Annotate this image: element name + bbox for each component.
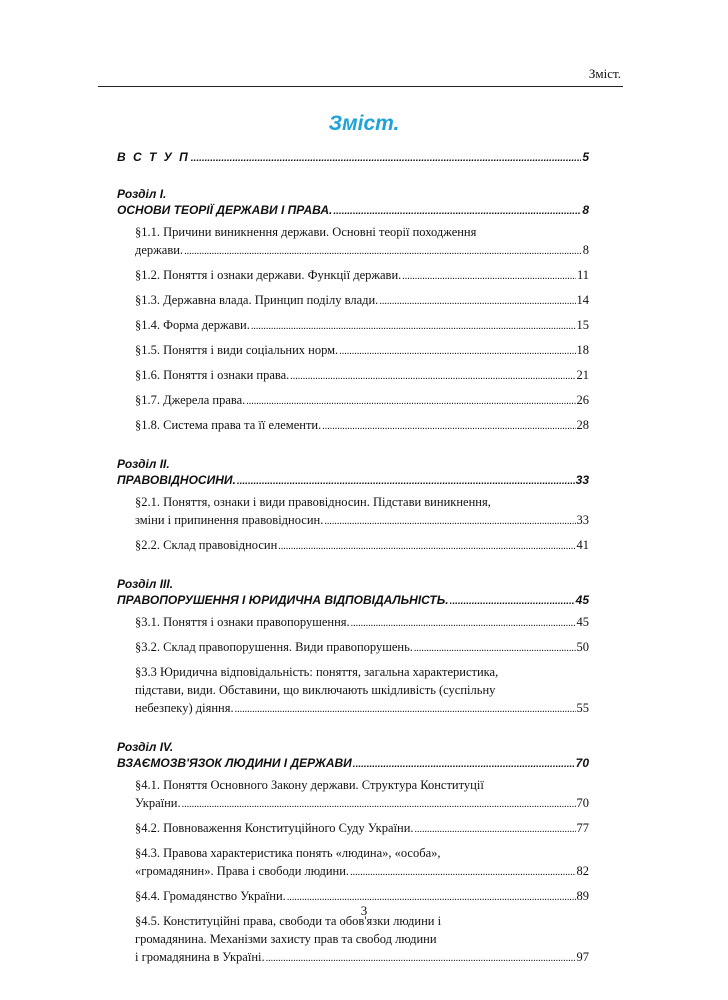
section-page: 26: [576, 393, 589, 407]
toc-section[interactable]: [135, 391, 589, 411]
section-last-line: [135, 638, 589, 658]
section-page: 97: [576, 950, 589, 964]
toc-intro-page: 5: [582, 150, 589, 164]
section-title-line: небезпеку) діяння.: [135, 701, 234, 715]
dot-leader: [450, 594, 575, 610]
chapter-title: ПРАВОПОРУШЕННЯ І ЮРИДИЧНА ВІДПОВІДАЛЬНІСТЬ.: [117, 593, 449, 607]
section-page: 55: [576, 701, 589, 715]
dot-leader: [322, 418, 575, 436]
dot-leader: [402, 268, 576, 286]
section-last-line: [135, 391, 589, 411]
section-page: 21: [576, 368, 589, 382]
section-page: 89: [576, 889, 589, 903]
section-last-line: [135, 794, 589, 814]
toc-section[interactable]: [135, 638, 589, 658]
section-title-line: §4.4. Громадянство України.: [135, 889, 286, 903]
toc-section[interactable]: [135, 493, 589, 531]
chapter-title-row[interactable]: [117, 755, 589, 771]
section-last-line: [135, 266, 589, 286]
dot-leader: [191, 153, 582, 164]
toc-section[interactable]: [135, 912, 589, 968]
section-title-line: §1.6. Поняття і ознаки права.: [135, 368, 290, 382]
dot-leader: [278, 538, 575, 556]
dot-leader: [237, 474, 575, 490]
chapter-page: 45: [575, 593, 589, 607]
toc-section[interactable]: [135, 316, 589, 336]
toc-intro-label: В С Т У П: [117, 150, 190, 164]
dot-leader: [290, 368, 575, 386]
section-title-line: §3.1. Поняття і ознаки правопорушення.: [135, 615, 350, 629]
dot-leader: [379, 293, 575, 311]
dot-leader: [333, 204, 581, 220]
section-last-line: [135, 819, 589, 839]
section-last-line: [135, 366, 589, 386]
section-title-line: §1.2. Поняття і ознаки держави. Функції держави.: [135, 268, 402, 282]
section-title-line: §4.1. Поняття Основного Закону держави. Структура Конституції: [135, 778, 484, 792]
section-page: 33: [576, 513, 589, 527]
section-page: 45: [576, 615, 589, 629]
section-page: 11: [576, 268, 589, 282]
section-title-line: зміни і припинення правовідносин.: [135, 513, 324, 527]
section-title-line: §1.7. Джерела права.: [135, 393, 246, 407]
toc-section[interactable]: [135, 663, 589, 719]
section-page: 14: [576, 293, 589, 307]
dot-leader: [350, 864, 575, 882]
section-last-line: [135, 316, 589, 336]
section-last-line: [135, 699, 589, 719]
section-last-line: [135, 291, 589, 311]
section-title-line: §3.2. Склад правопорушення. Види правопорушень.: [135, 640, 413, 654]
section-page: 77: [576, 821, 589, 835]
section-page: 82: [576, 864, 589, 878]
chapter-page: 8: [582, 203, 589, 217]
toc-section[interactable]: [135, 536, 589, 556]
section-title-line: §1.8. Система права та її елементи.: [135, 418, 322, 432]
section-title-line: §1.1. Причини виникнення держави. Основні теорії походження: [135, 225, 477, 239]
toc-section[interactable]: [135, 819, 589, 839]
dot-leader: [415, 821, 576, 839]
section-title-line: §1.4. Форма держави.: [135, 318, 250, 332]
section-page: 28: [576, 418, 589, 432]
section-title-line: і громадянина в Україні.: [135, 950, 265, 964]
section-last-line: [135, 416, 589, 436]
dot-leader: [353, 757, 575, 773]
chapter-label: Розділ ІІІ.: [117, 577, 174, 591]
dot-leader: [266, 950, 576, 968]
section-page: 41: [576, 538, 589, 552]
chapter-title-row[interactable]: [117, 202, 589, 218]
section-last-line: [135, 536, 589, 556]
chapter-title-row[interactable]: [117, 592, 589, 608]
section-last-line: [135, 862, 589, 882]
page-title: Зміст.: [328, 112, 400, 135]
toc-section[interactable]: [135, 366, 589, 386]
toc-section[interactable]: [135, 291, 589, 311]
section-last-line: [135, 341, 589, 361]
dot-leader: [184, 243, 582, 261]
section-title-line: §2.1. Поняття, ознаки і види правовідносин. Підстави виникнення,: [135, 495, 491, 509]
section-last-line: [135, 613, 589, 633]
chapter-title: ОСНОВИ ТЕОРІЇ ДЕРЖАВИ І ПРАВА.: [117, 203, 333, 217]
section-page: 50: [576, 640, 589, 654]
toc-section[interactable]: [135, 341, 589, 361]
section-title-line: §1.3. Державна влада. Принцип поділу влади.: [135, 293, 379, 307]
dot-leader: [246, 393, 575, 411]
table-of-contents: [117, 150, 589, 968]
section-last-line: [135, 241, 589, 261]
section-page: 15: [576, 318, 589, 332]
toc-section[interactable]: [135, 844, 589, 882]
chapter-label: Розділ IV.: [117, 740, 174, 754]
section-title-line: §2.2. Склад правовідносин: [135, 538, 278, 552]
chapter-title: ВЗАЄМОЗВ'ЯЗОК ЛЮДИНИ І ДЕРЖАВИ: [117, 756, 352, 770]
section-title-line: §4.2. Повноваження Конституційного Суду України.: [135, 821, 414, 835]
section-page: 70: [576, 796, 589, 810]
header-rule: [98, 86, 623, 87]
toc-section[interactable]: [135, 416, 589, 436]
section-title-line: України.: [135, 796, 181, 810]
chapter-title: ПРАВОВІДНОСИНИ.: [117, 473, 236, 487]
toc-section[interactable]: [135, 776, 589, 814]
section-title-line: громадянина. Механізми захисту прав та свобод людини: [135, 932, 437, 946]
section-title-line: підстави, види. Обставини, що виключають шкідливість (суспільну: [135, 683, 496, 697]
chapter-title-row[interactable]: [117, 472, 589, 488]
toc-section[interactable]: [135, 613, 589, 633]
dot-leader: [235, 701, 576, 719]
section-title-line: держави.: [135, 243, 184, 257]
section-title-line: §3.3 Юридична відповідальність: поняття, загальна характеристика,: [135, 665, 499, 679]
section-last-line: [135, 948, 589, 968]
section-page: 18: [576, 343, 589, 357]
dot-leader: [182, 796, 576, 814]
section-page: 8: [582, 243, 589, 257]
dot-leader: [351, 615, 576, 633]
dot-leader: [414, 640, 576, 658]
chapter-label: Розділ ІІ.: [117, 457, 170, 471]
toc-section[interactable]: [135, 266, 589, 286]
section-title-line: §4.3. Правова характеристика понять «людина», «особа»,: [135, 846, 441, 860]
chapter-label: Розділ І.: [117, 187, 167, 201]
chapter-page: 70: [575, 756, 589, 770]
section-title-line: §1.5. Поняття і види соціальних норм.: [135, 343, 339, 357]
section-title-line: «громадянин». Права і свободи людини.: [135, 864, 350, 878]
running-head: Зміст.: [588, 66, 621, 81]
dot-leader: [339, 343, 575, 361]
section-last-line: [135, 511, 589, 531]
dot-leader: [324, 513, 575, 531]
toc-section[interactable]: [135, 223, 589, 261]
dot-leader: [251, 318, 576, 336]
page-number: 3: [360, 903, 368, 918]
section-title-line: §4.5. Конституційні права, свободи та обов'язки людини і: [135, 914, 442, 928]
toc-intro-row[interactable]: [117, 150, 589, 166]
chapter-page: 33: [575, 473, 589, 487]
